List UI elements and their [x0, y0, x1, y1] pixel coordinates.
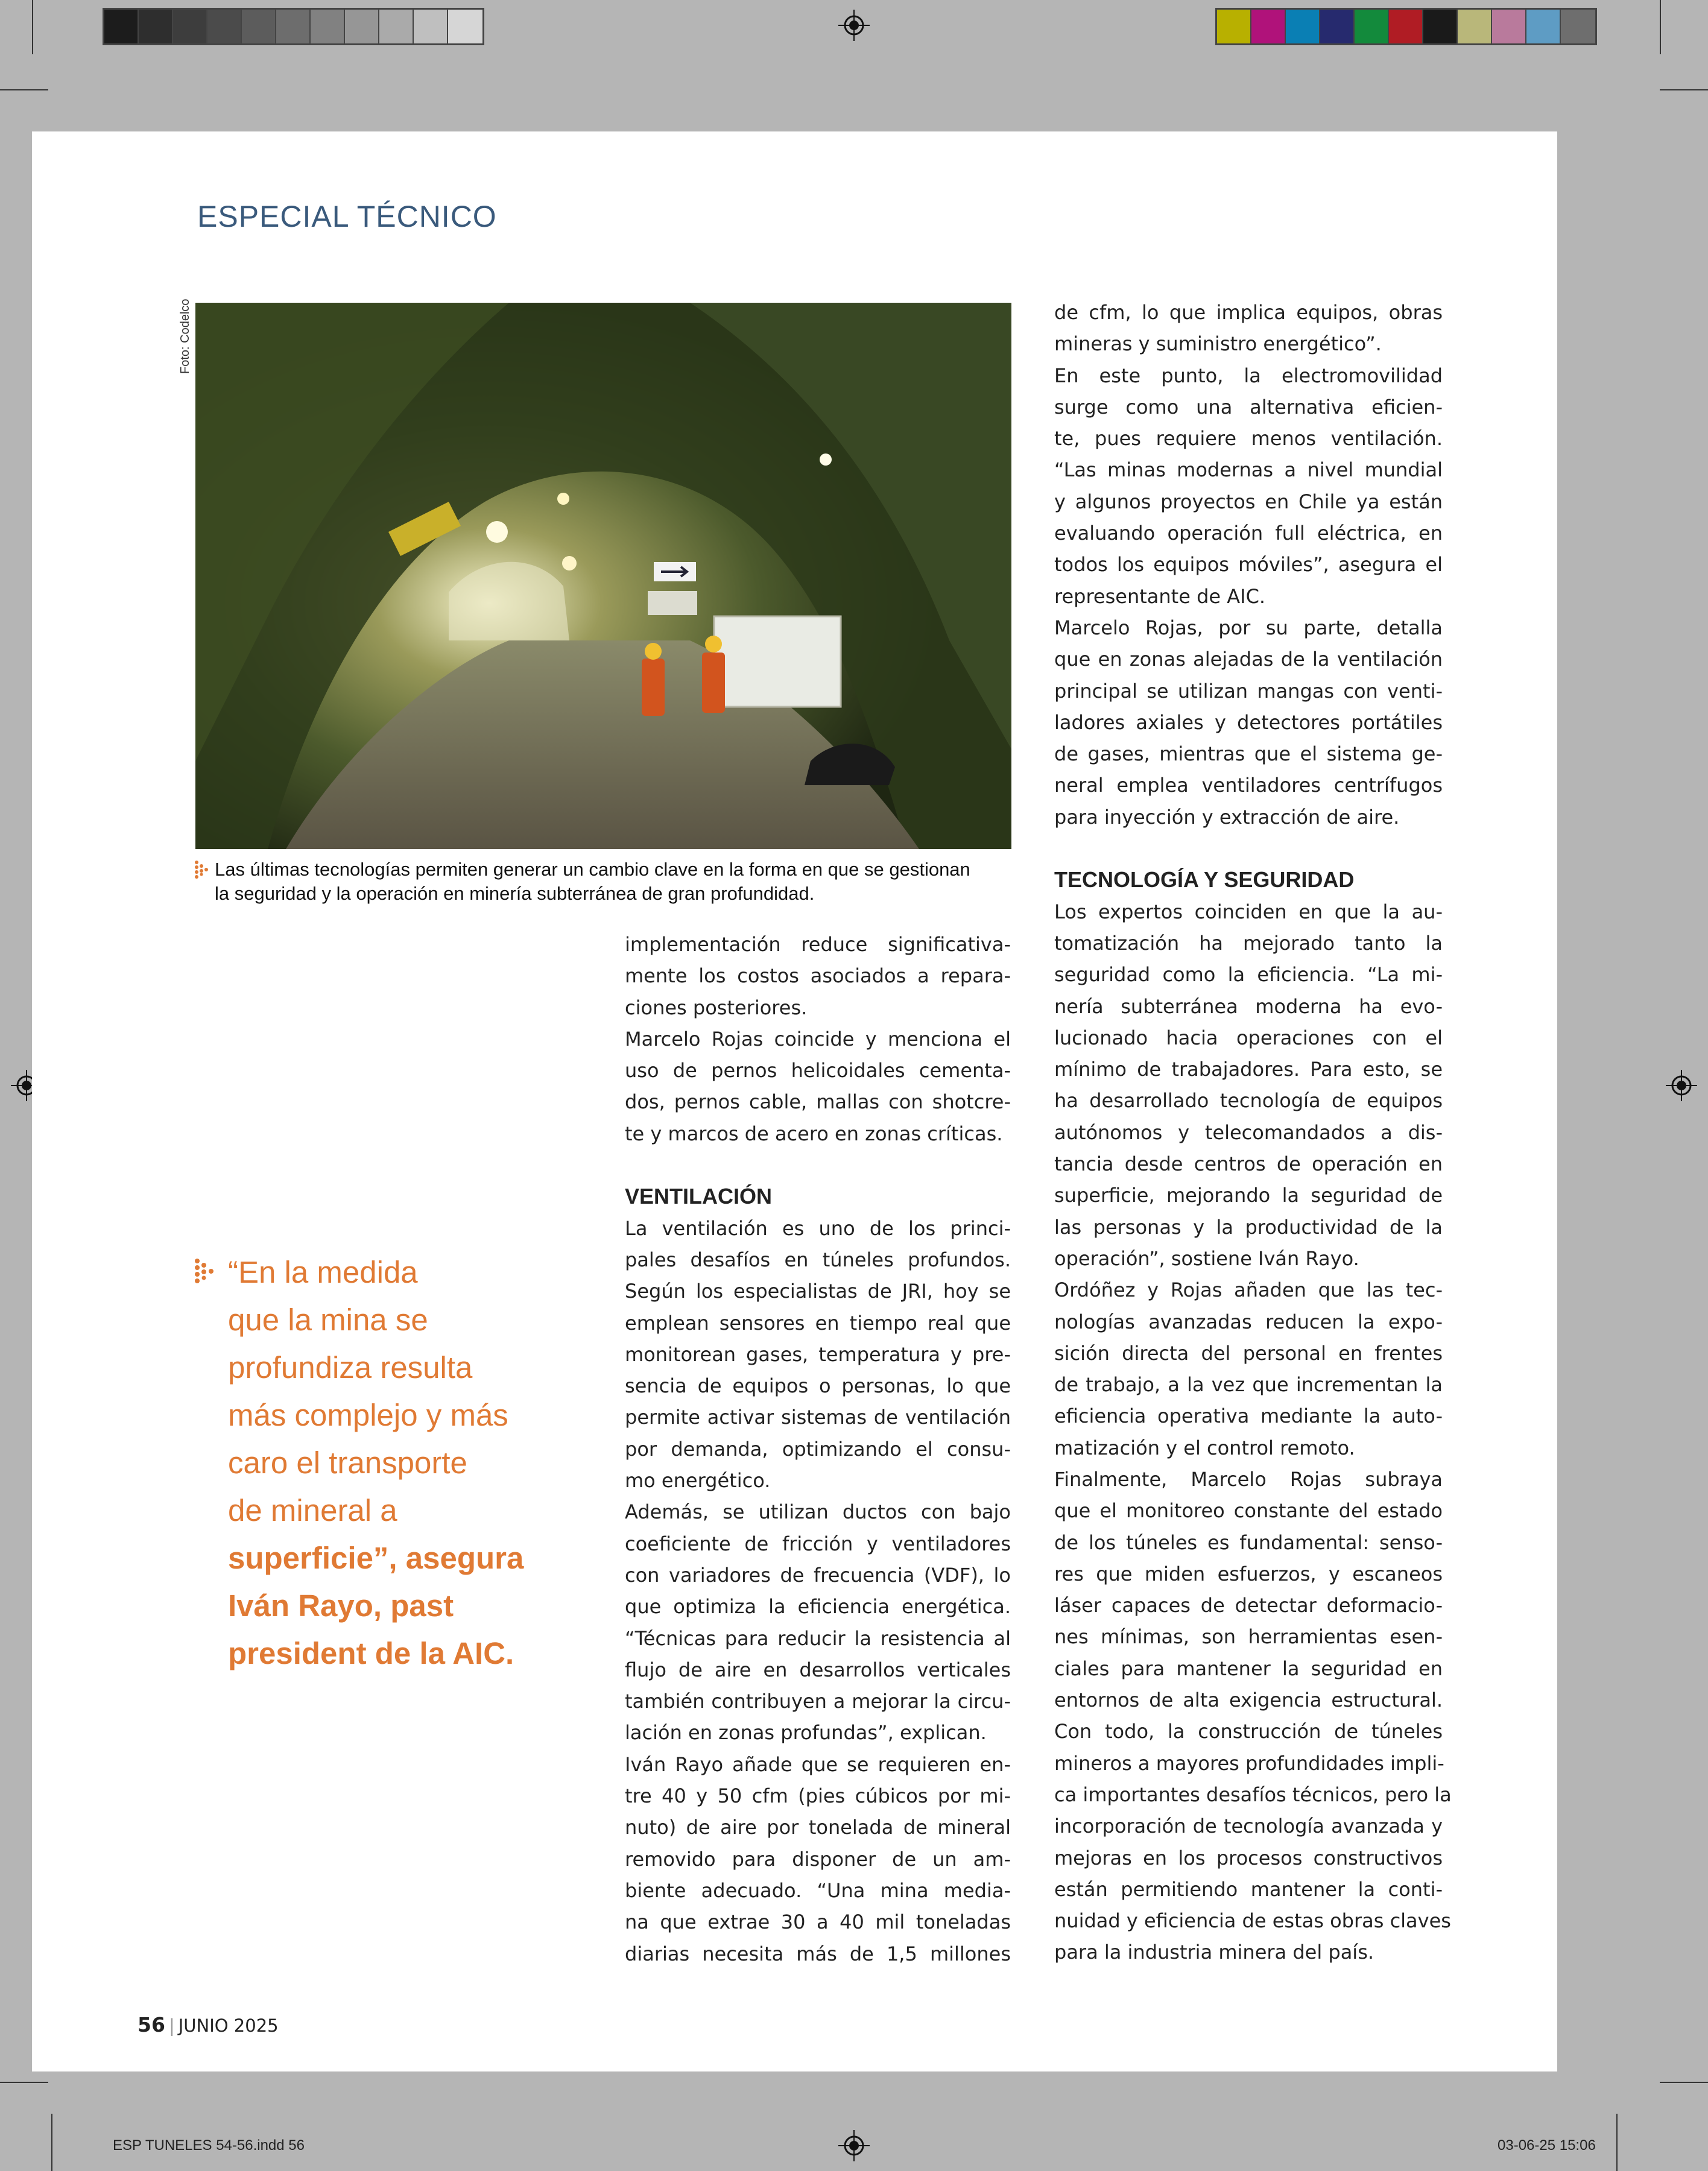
color-swatch — [207, 10, 242, 43]
text-line: La ventilación es uno de los princi- — [625, 1216, 1011, 1240]
crop-mark — [1660, 89, 1708, 90]
text-line: na que extrae 30 a 40 mil toneladas — [625, 1910, 1011, 1934]
registration-mark-right — [1666, 1070, 1697, 1101]
quote-line: “En la medida — [228, 1255, 418, 1289]
text-line: mente los costos asociados a repara- — [625, 964, 1011, 988]
page-folio — [138, 2013, 279, 2037]
pull-quote — [194, 1248, 556, 1677]
text-line: las personas y la productividad de la — [1054, 1215, 1443, 1239]
section-heading-tecnologia: TECNOLOGÍA Y SEGURIDAD — [1054, 867, 1355, 893]
text-line: láser capaces de detectar deformacio- — [1054, 1594, 1443, 1617]
text-line: para inyección y extracción de aire. — [1054, 805, 1400, 829]
text-line: principal se utilizan mangas con venti- — [1054, 679, 1443, 703]
text-line: incorporación de tecnología avanzada y — [1054, 1815, 1443, 1838]
text-line: surge como una alternativa eficien- — [1054, 395, 1443, 419]
quote-attribution-line: superficie”, asegura — [228, 1541, 524, 1575]
color-swatch — [1561, 10, 1595, 43]
color-swatch — [173, 10, 207, 43]
quote-line: más complejo y más — [228, 1398, 508, 1432]
text-line: En este punto, la electromovilidad — [1054, 364, 1443, 387]
color-swatch — [139, 10, 173, 43]
text-line: pales desafíos en túneles profundos. — [625, 1248, 1011, 1271]
text-line: flujo de aire en desarrollos verticales — [625, 1658, 1011, 1681]
slug-filename: ESP TUNELES 54-56.indd 56 — [113, 2137, 305, 2154]
crop-mark — [1660, 0, 1661, 54]
folio-separator: | — [168, 2015, 175, 2036]
text-line: con variadores de frecuencia (VDF), lo — [625, 1563, 1011, 1587]
text-line: que en zonas alejadas de la ventilación — [1054, 648, 1443, 671]
text-line: seguridad como la eficiencia. “La mi- — [1054, 963, 1443, 987]
text-line: sición directa del personal en frentes — [1054, 1341, 1443, 1365]
caption-line: la seguridad y la operación en minería subterránea de gran profundidad. — [215, 883, 815, 904]
text-line: Con todo, la construcción de túneles — [1054, 1720, 1443, 1743]
color-swatch — [1251, 10, 1286, 43]
text-line: Además, se utilizan ductos con bajo — [625, 1500, 1011, 1524]
section-heading-ventilacion: VENTILACIÓN — [625, 1184, 773, 1209]
paragraph-gap — [625, 1149, 1011, 1181]
text-line: Los expertos coinciden en que la au- — [1054, 900, 1443, 923]
text-line: tomatización ha mejorado tanto la — [1054, 931, 1443, 955]
color-swatch — [1217, 10, 1251, 43]
text-line: “Técnicas para reducir la resistencia al — [625, 1626, 1011, 1650]
crop-mark — [0, 89, 48, 90]
text-line: mo energético. — [625, 1469, 771, 1493]
text-line: ciones posteriores. — [625, 996, 808, 1019]
paragraph-gap — [1054, 833, 1443, 864]
color-swatch — [242, 10, 276, 43]
text-line: te, pues requiere menos ventilación. — [1054, 427, 1443, 450]
text-line: también contribuyen a mejorar la circu- — [625, 1690, 1011, 1713]
text-line: superficie, mejorando la seguridad de — [1054, 1184, 1443, 1207]
crop-mark — [0, 2082, 48, 2083]
text-line: y algunos proyectos en Chile ya están — [1054, 490, 1443, 513]
text-line: Según los especialistas de JRI, hoy se — [625, 1280, 1011, 1303]
color-swatch — [1389, 10, 1423, 43]
color-swatch — [414, 10, 448, 43]
color-swatch — [448, 10, 482, 43]
quote-attribution-line: president de la AIC. — [228, 1636, 514, 1670]
text-line: nuto) de aire por tonelada de mineral — [625, 1816, 1011, 1839]
color-swatch — [345, 10, 379, 43]
text-line: autónomos y telecomandados a dis- — [1054, 1120, 1443, 1144]
color-swatch — [104, 10, 139, 43]
text-line: lación en zonas profundas”, explican. — [625, 1721, 987, 1745]
text-line: que optimiza la eficiencia energética. — [625, 1595, 1011, 1619]
text-line: res que miden esfuerzos, y escaneos — [1054, 1562, 1443, 1585]
text-line: entornos de alta exigencia estructural. — [1054, 1689, 1443, 1712]
text-line: Marcelo Rojas coincide y menciona el — [625, 1027, 1011, 1051]
text-line: Ordóñez y Rojas añaden que las tec- — [1054, 1278, 1443, 1302]
text-line: “Las minas modernas a nivel mundial — [1054, 458, 1443, 482]
text-line: evaluando operación full eléctrica, en — [1054, 522, 1443, 545]
article-column-right — [1054, 297, 1452, 1968]
photo-caption — [194, 858, 1014, 906]
quote-line: que la mina se — [228, 1303, 428, 1337]
quote-line: de mineral a — [228, 1493, 397, 1528]
text-line: de gases, mientras que el sistema ge- — [1054, 742, 1443, 766]
text-line: de trabajo, a la vez que incrementan la — [1054, 1373, 1443, 1397]
text-line: de cfm, lo que implica equipos, obras — [1054, 301, 1443, 324]
color-swatch — [276, 10, 311, 43]
crop-mark — [1616, 2114, 1618, 2171]
text-line: nería subterránea moderna ha evo- — [1054, 994, 1443, 1018]
text-line: operación”, sostiene Iván Rayo. — [1054, 1247, 1359, 1270]
text-line: nologías avanzadas reducen la expo- — [1054, 1310, 1443, 1333]
text-line: removido para disponer de un am- — [625, 1847, 1011, 1871]
process-color-bar — [1215, 8, 1597, 45]
text-line: tancia desde centros de operación en — [1054, 1152, 1443, 1176]
quote-attribution-line: Iván Rayo, past — [228, 1588, 454, 1623]
caption-line: Las últimas tecnologías permiten generar un cambio clave en la forma en que se gestionan — [215, 859, 970, 880]
slug-timestamp: 03-06-25 15:06 — [1498, 2137, 1596, 2154]
quote-line: caro el transporte — [228, 1446, 467, 1480]
text-line: mínimo de trabajadores. Para esto, se — [1054, 1058, 1443, 1081]
text-line: ca importantes desafíos técnicos, pero la — [1054, 1783, 1452, 1806]
text-line: nes mínimas, son herramientas esen- — [1054, 1625, 1443, 1649]
text-line: nuidad y eficiencia de estas obras claves — [1054, 1909, 1451, 1933]
color-swatch — [1286, 10, 1320, 43]
text-line: de los túneles es fundamental: senso- — [1054, 1531, 1443, 1554]
text-line: coeficiente de fricción y ventiladores — [625, 1532, 1011, 1555]
text-line: sencia de equipos o personas, lo que — [625, 1374, 1011, 1398]
dotted-arrow-bullet-icon — [194, 860, 210, 880]
text-line: mejoras en los procesos constructivos — [1054, 1846, 1443, 1869]
crop-mark — [32, 0, 33, 54]
text-line: están permitiendo mantener la conti- — [1054, 1877, 1443, 1901]
color-swatch — [1458, 10, 1492, 43]
color-swatch — [1423, 10, 1458, 43]
text-line: dos, pernos cable, mallas con shotcre- — [625, 1090, 1011, 1114]
grayscale-color-bar — [103, 8, 484, 45]
text-line: Marcelo Rojas, por su parte, detalla — [1054, 616, 1443, 639]
quote-line: profundiza resulta — [228, 1350, 473, 1385]
text-line: ladores axiales y detectores portátiles — [1054, 710, 1443, 734]
text-line: implementación reduce significativa- — [625, 933, 1011, 956]
color-swatch — [1526, 10, 1561, 43]
text-line: uso de pernos helicoidales cementa- — [625, 1059, 1011, 1082]
registration-mark-top — [838, 10, 870, 41]
section-title: ESPECIAL TÉCNICO — [197, 200, 497, 233]
text-line: Iván Rayo añade que se requieren en- — [625, 1752, 1011, 1776]
color-swatch — [379, 10, 414, 43]
registration-mark-bottom — [838, 2130, 870, 2161]
text-line: mineros a mayores profundidades impli- — [1054, 1751, 1444, 1775]
color-swatch — [1492, 10, 1526, 43]
dotted-arrow-quote-icon — [194, 1258, 216, 1286]
text-line: que el monitoreo constante del estado — [1054, 1499, 1443, 1523]
text-line: te y marcos de acero en zonas críticas. — [625, 1122, 1003, 1145]
text-line: diarias necesita más de 1,5 millones — [625, 1942, 1011, 1965]
text-line: ciales para mantener la seguridad en — [1054, 1657, 1443, 1680]
issue-date: JUNIO 2025 — [178, 2015, 279, 2036]
text-line: eficiencia operativa mediante la auto- — [1054, 1405, 1443, 1428]
color-swatch — [311, 10, 345, 43]
text-line: lucionado hacia operaciones con el — [1054, 1026, 1443, 1049]
text-line: biente adecuado. “Una mina media- — [625, 1879, 1011, 1902]
text-line: matización y el control remoto. — [1054, 1436, 1355, 1459]
text-line: por demanda, optimizando el consu- — [625, 1437, 1011, 1461]
mine-tunnel-photo — [195, 303, 1011, 849]
text-line: emplean sensores en tiempo real que — [625, 1311, 1011, 1335]
photo-credit: Foto: Codelco — [179, 299, 192, 374]
text-line: para la industria minera del país. — [1054, 1941, 1374, 1964]
text-line: ha desarrollado tecnología de equipos — [1054, 1089, 1443, 1113]
text-line: representante de AIC. — [1054, 584, 1266, 608]
page-number: 56 — [138, 2013, 165, 2037]
text-line: Finalmente, Marcelo Rojas subraya — [1054, 1467, 1443, 1491]
text-line: tre 40 y 50 cfm (pies cúbicos por mi- — [625, 1784, 1011, 1808]
text-line: todos los equipos móviles”, asegura el — [1054, 553, 1443, 577]
crop-mark — [1660, 2082, 1708, 2083]
color-swatch — [1320, 10, 1355, 43]
color-swatch — [1355, 10, 1389, 43]
article-column-middle — [625, 929, 1011, 1970]
text-line: permite activar sistemas de ventilación — [625, 1406, 1011, 1429]
text-line: monitorean gases, temperatura y pre- — [625, 1342, 1011, 1366]
crop-mark — [51, 2114, 52, 2171]
text-line: neral emplea ventiladores centrífugos — [1054, 774, 1443, 797]
text-line: mineras y suministro energético”. — [1054, 332, 1382, 356]
